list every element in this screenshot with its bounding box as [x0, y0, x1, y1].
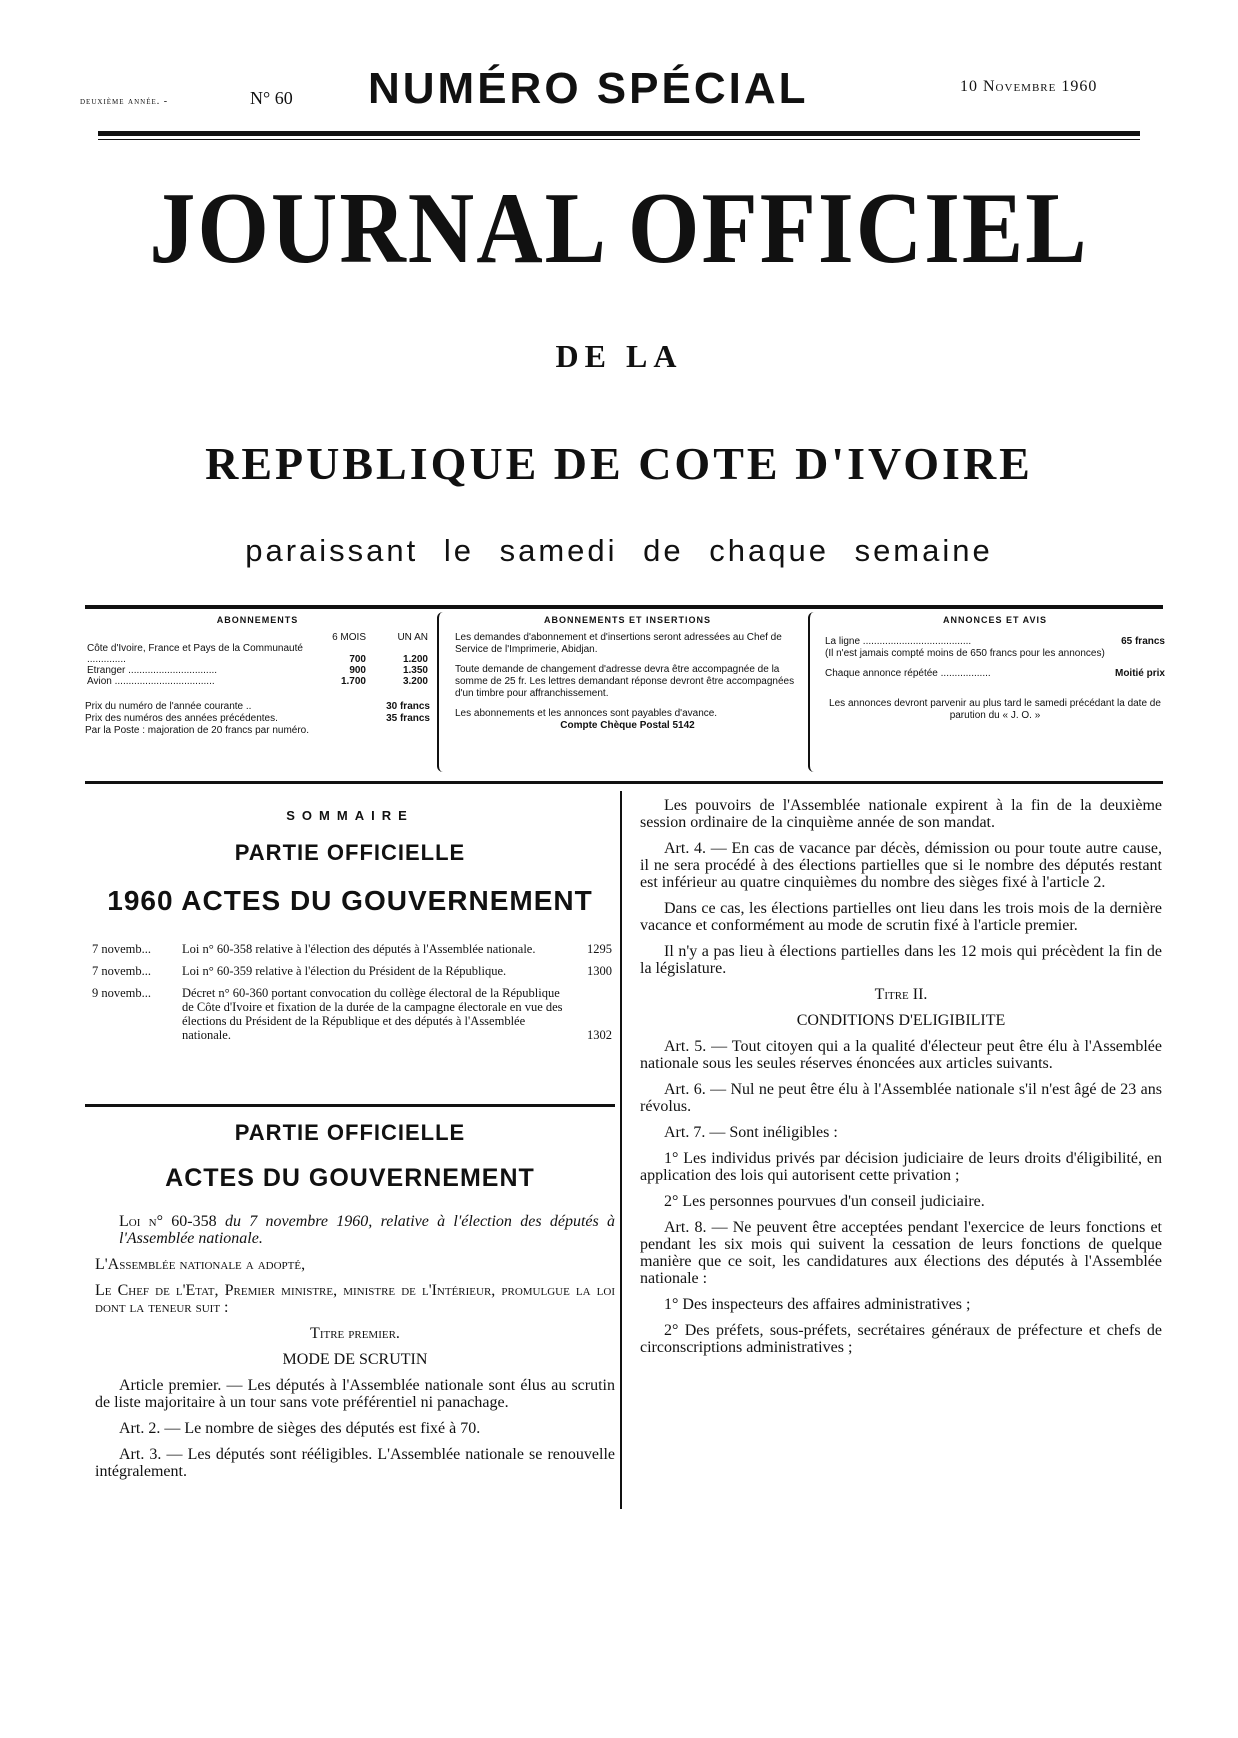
tarif-un-an: 1.350 [402, 665, 428, 676]
tarif-un-an: 1.200 [402, 654, 428, 665]
toc-text: Loi n° 60-359 relative à l'élection du Président de la République. [182, 964, 507, 978]
conditions-eligibilite-heading: CONDITIONS D'ELIGIBILITE [796, 1012, 1006, 1029]
promulgation: Le Chef de l'Etat, Premier ministre, ministre de l'Intérieur, promulgue la loi dont la teneur suit : [95, 1282, 615, 1316]
brace-divider [437, 612, 449, 772]
article-3: Art. 3. — Les députés sont rééligibles. L'Assemblée nationale se renouvelle intégralement. [95, 1446, 615, 1480]
annonce-repetee-label: Chaque annonce répétée .................. [825, 668, 991, 679]
annonce-ligne-price: 65 francs [1121, 636, 1165, 647]
publication-frequency: paraissant le samedi de chaque semaine [245, 533, 993, 568]
article-2: Art. 2. — Le nombre de sièges des députés est fixé à 70. [119, 1420, 481, 1437]
tarif-label: Avion .................................... [87, 676, 215, 687]
insertions-column [455, 614, 800, 740]
loi-title [95, 1213, 615, 1247]
loi-number: Loi n° 60-358 [119, 1213, 217, 1230]
tarif-6-mois: 900 [349, 665, 366, 676]
issue-number: N° 60 [250, 88, 293, 108]
abonnements-column [85, 614, 430, 737]
paragraph-pouvoirs: Les pouvoirs de l'Assemblée nationale expirent à la fin de la deuxième session ordinaire de la cinquième année de son mandat. [640, 797, 1162, 831]
issue-line [80, 64, 1140, 118]
toc-page-number: 1295 [587, 942, 612, 956]
tarif-row [85, 643, 430, 665]
toc-date: 7 novemb... [92, 942, 152, 956]
section-rule [85, 1104, 615, 1107]
annonce-repetee-price: Moitié prix [1114, 668, 1165, 679]
issue-date: 10 Novembre 1960 [960, 78, 1098, 95]
article-5: Art. 5. — Tout citoyen qui a la qualité d'électeur peut être élu à l'Assemblée nationale sous les seules réserves énoncées aux articles suivants. [640, 1038, 1162, 1072]
mode-de-scrutin-heading: MODE DE SCRUTIN [282, 1351, 428, 1368]
sommaire-partie-officielle: PARTIE OFFICIELLE [234, 840, 466, 865]
toc-text: Décret n° 60-360 portant convocation du collège électoral de la République de Côte d'Ivoire et fixation de la durée de la campagne électorale en vue des élections du Président de la République et des députés à l'Assemblée nationale. [182, 986, 563, 1042]
header-rule [98, 131, 1140, 136]
masthead-republique: REPUBLIQUE DE COTE D'IVOIRE [205, 438, 1033, 489]
insertions-changement: Toute demande de changement d'adresse devra être accompagnée de la somme de 25 fr. Les lettres demandant réponse devront être accompagnées d'un timbre pour affranchissement. [455, 664, 795, 699]
article-4: Art. 4. — En cas de vacance par décès, démission ou pour toute autre cause, il ne sera procédé à des élections partielles que si le nombre des députés restant est inférieur au quatre cinquièmes du nombre des sièges fixé à l'article 2. [640, 840, 1162, 891]
prix-value: 35 francs [386, 713, 430, 724]
journal-title: JOURNAL OFFICIEL [149, 171, 1089, 285]
annonces-column [825, 614, 1165, 730]
sommaire-actes-heading: 1960 ACTES DU GOUVERNEMENT [107, 885, 593, 916]
actes-gouvernement-heading: ACTES DU GOUVERNEMENT [165, 1164, 535, 1192]
tarif-6-mois: 1.700 [340, 676, 366, 687]
titre-2: Titre II. [874, 986, 928, 1003]
tarif-row [85, 665, 430, 676]
toc-page-number: 1302 [587, 1028, 612, 1042]
column-divider [620, 791, 622, 1509]
prix-value: 30 francs [386, 701, 430, 712]
annonce-delai: Les annonces devront parvenir au plus tard le samedi précédant la date de parution du « J. O. » [829, 698, 1161, 721]
prix-row [85, 713, 430, 725]
tarif-un-an: 3.200 [402, 676, 428, 687]
prix-label: Prix des numéros des années précédentes. [85, 713, 278, 724]
abonnements-title: ABONNEMENTS [216, 615, 299, 625]
tarif-6-mois: 700 [349, 654, 366, 665]
loi-title-rest: du 7 novembre 1960, relative à l'élection des députés à l'Assemblée nationale. [119, 1213, 616, 1247]
tarif-table [85, 632, 430, 687]
article-8: Art. 8. — Ne peuvent être acceptées pendant l'exercice de leurs fonctions et pendant les six mois qui suivent la cessation de leurs fonctions de quelque manière que ce soit, les candidatures aux élections des députés à l'Assemblée nationale : [640, 1219, 1162, 1287]
annonce-minimum-note: (Il n'est jamais compté moins de 650 francs pour les annonces) [825, 648, 1105, 659]
paragraph-elections-partielles: Dans ce cas, les élections partielles ont lieu dans les trois mois de la dernière vacance et conformément au mode de scrutin fixé à l'article premier. [640, 900, 1162, 934]
annonces-title: ANNONCES ET AVIS [942, 615, 1047, 625]
assemblee-adopte: L'Assemblée nationale a adopté, [95, 1256, 306, 1273]
insertions-title: ABONNEMENTS ET INSERTIONS [543, 615, 711, 625]
compte-cheque-postal: Compte Chèque Postal 5142 [560, 720, 695, 731]
article-7: Art. 7. — Sont inéligibles : [664, 1124, 838, 1141]
prix-label: Prix du numéro de l'année courante .. [85, 701, 252, 712]
tarif-row [85, 676, 430, 687]
sommaire-heading: SOMMAIRE [286, 808, 414, 823]
insertions-adresse: Les demandes d'abonnement et d'insertions seront adressées au Chef de Service de l'Imprimerie, Abidjan. [455, 632, 782, 655]
toc-entry[interactable] [92, 986, 612, 1042]
article-premier: Article premier. — Les députés à l'Assemblée nationale sont élus au scrutin de liste majoritaire à un tour sans vote préférentiel ni panachage. [95, 1377, 615, 1411]
annonce-ligne-label: La ligne ....................................... [825, 636, 972, 647]
annonce-repetee-row [825, 668, 1165, 680]
paragraph-12-mois: Il n'y a pas lieu à élections partielles dans les 12 mois qui précèdent la fin de la législature. [640, 943, 1162, 977]
toc-page-number: 1300 [587, 964, 612, 978]
table-of-contents [92, 942, 612, 1050]
loi-text-left [95, 1213, 615, 1489]
article-7-item-2: 2° Les personnes pourvues d'un conseil judiciaire. [664, 1193, 985, 1210]
header-un-an: UN AN [397, 632, 428, 643]
article-8-item-2: 2° Des préfets, sous-préfets, secrétaires généraux de préfecture et chefs de circonscriptions administratives ; [640, 1322, 1162, 1356]
toc-entry[interactable] [92, 942, 612, 956]
loi-text-right [640, 797, 1162, 1365]
header-rule-thin [98, 139, 1140, 140]
partie-officielle-heading: PARTIE OFFICIELLE [234, 1120, 466, 1145]
insertions-paiement: Les abonnements et les annonces sont payables d'avance. [455, 708, 718, 719]
info-box-top-rule [85, 605, 1163, 609]
special-edition-title: NUMÉRO SPÉCIAL [368, 64, 809, 113]
toc-text: Loi n° 60-358 relative à l'élection des députés à l'Assemblée nationale. [182, 942, 536, 956]
masthead-de-la: DE LA [555, 338, 683, 374]
tarif-label: Etranger ................................ [87, 665, 218, 676]
info-box-bottom-rule [85, 781, 1163, 784]
header-6-mois: 6 MOIS [332, 632, 366, 643]
prix-poste: Par la Poste : majoration de 20 francs par numéro. [85, 725, 310, 736]
prix-row [85, 701, 430, 713]
tarif-label: Côte d'Ivoire, France et Pays de la Communauté .............. [87, 643, 303, 665]
toc-date: 9 novemb... [92, 986, 152, 1000]
article-7-item-1: 1° Les individus privés par décision judiciaire de leurs droits d'éligibilité, en application des lois qui autorisent cette privation ; [640, 1150, 1162, 1184]
article-8-item-1: 1° Des inspecteurs des affaires administratives ; [664, 1296, 971, 1313]
issue-year: deuxième année. - [80, 96, 169, 107]
toc-entry[interactable] [92, 964, 612, 978]
toc-date: 7 novemb... [92, 964, 152, 978]
titre-premier: Titre premier. [310, 1325, 400, 1342]
brace-divider [808, 612, 820, 772]
annonce-ligne-row [825, 636, 1165, 648]
article-6: Art. 6. — Nul ne peut être élu à l'Assemblée nationale s'il n'est âgé de 23 ans révolus. [640, 1081, 1162, 1115]
